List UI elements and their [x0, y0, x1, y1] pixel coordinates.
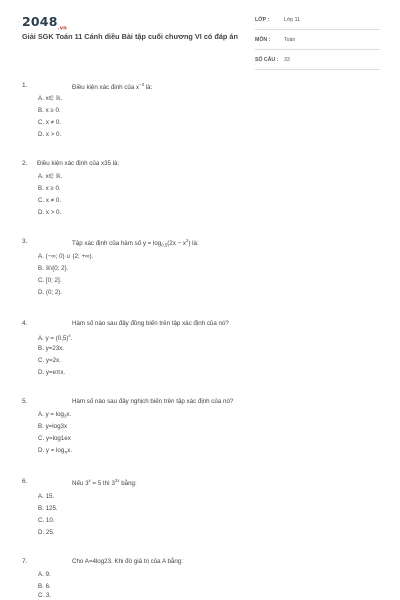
- question-number: 2.: [22, 160, 28, 167]
- question-text-part: Tập xác định của hàm số y = log: [72, 240, 162, 247]
- option-c[interactable]: C. y=log1ex: [38, 435, 71, 442]
- question-number: 4.: [22, 320, 28, 327]
- question-text-part: bằng:: [119, 480, 137, 487]
- document-meta: [255, 15, 380, 75]
- option-d[interactable]: D. y=eπx.: [38, 369, 66, 376]
- meta-class-label: LỚP :: [255, 17, 270, 23]
- option-a[interactable]: A. x∈ ℝ.: [38, 173, 63, 180]
- option-text-part: A. y = (0,5): [38, 335, 69, 342]
- option-b[interactable]: B. 125.: [38, 505, 58, 512]
- option-a[interactable]: A. 9.: [38, 571, 51, 578]
- question-text: Hàm số nào sau đây nghịch biến trên tập xác định của nó?: [72, 398, 234, 405]
- meta-subject-label: MÔN :: [255, 37, 271, 43]
- option-text-part: .: [70, 335, 73, 342]
- option-a[interactable]: [38, 411, 71, 419]
- question-text-part: Nếu 3: [72, 480, 89, 487]
- logo-suffix-text: .vn: [57, 25, 67, 32]
- option-d[interactable]: D. x > 0.: [38, 209, 62, 216]
- option-log-base: 3: [63, 413, 67, 419]
- question-exponent: 2x: [114, 478, 120, 483]
- question-exponent: 2: [186, 238, 189, 243]
- question-text: [72, 478, 137, 487]
- meta-count-label: SỐ CÂU :: [255, 57, 279, 63]
- question-number: 5.: [22, 398, 28, 405]
- question-number: 1.: [22, 82, 28, 89]
- question-number: 6.: [22, 478, 28, 485]
- question-text: Cho A=4log23. Khi đó giá trị của A bằng:: [72, 558, 183, 565]
- option-a[interactable]: A. (−∞; 0) ∪ (2; +∞).: [38, 253, 94, 260]
- option-b[interactable]: B. 6.: [38, 583, 51, 590]
- option-b[interactable]: B. x ≥ 0.: [38, 185, 61, 192]
- question-text: [72, 238, 199, 248]
- option-a[interactable]: A. x∈ ℝ.: [38, 95, 63, 102]
- option-c[interactable]: C. 10.: [38, 517, 55, 524]
- document-title: Giải SGK Toán 11 Cánh diều Bài tập cuối chương VI có đáp án: [22, 32, 238, 41]
- meta-class-row: [255, 15, 380, 30]
- option-a[interactable]: A. 15.: [38, 493, 55, 500]
- logo-main-text: 2048: [22, 14, 58, 29]
- option-text-part: x.: [67, 447, 73, 454]
- option-text-part: D. y = log: [38, 447, 65, 454]
- site-logo[interactable]: [22, 14, 67, 32]
- option-log-base: π: [64, 449, 68, 455]
- option-d[interactable]: [38, 447, 72, 455]
- option-d[interactable]: D. 25.: [38, 529, 55, 536]
- question-exponent: −3: [139, 82, 144, 87]
- meta-subject-row: [255, 35, 380, 50]
- meta-subject-value: Toán: [284, 37, 296, 43]
- option-a[interactable]: [38, 333, 72, 342]
- option-c[interactable]: C. y=2x.: [38, 357, 61, 364]
- option-b[interactable]: B. y=log3x: [38, 423, 68, 430]
- question-text: Điều kiện xác định của x35 là:: [37, 160, 120, 167]
- option-c[interactable]: C. 3.: [38, 592, 52, 599]
- option-b[interactable]: B. ℝ\{0; 2}.: [38, 265, 69, 272]
- option-text-part: x.: [66, 411, 72, 418]
- option-c[interactable]: C. x ≠ 0.: [38, 197, 61, 204]
- question-text-part: là:: [143, 84, 153, 91]
- question-number: 7.: [22, 558, 28, 565]
- option-d[interactable]: D. (0; 2).: [38, 289, 63, 296]
- question-text-part: = 5 thì 3: [90, 480, 115, 487]
- option-text-part: A. y = log: [38, 411, 64, 418]
- option-c[interactable]: C. x ≠ 0.: [38, 119, 61, 126]
- document-header: [0, 0, 400, 70]
- question-exponent: x: [88, 478, 91, 483]
- meta-count-value: 33: [284, 57, 290, 63]
- option-b[interactable]: B. y=23x.: [38, 345, 64, 352]
- question-number: 3.: [22, 238, 28, 245]
- option-d[interactable]: D. x > 0.: [38, 131, 62, 138]
- question-log-base: 0,5: [161, 242, 168, 248]
- option-b[interactable]: B. x ≥ 0.: [38, 107, 61, 114]
- meta-class-value: Lớp 11: [284, 17, 300, 23]
- question-text-part: (2x − x: [167, 240, 186, 247]
- question-text-part: ) là:: [188, 240, 199, 247]
- question-text: Hàm số nào sau đây đồng biến trên tập xác định của nó?: [72, 320, 229, 327]
- question-text-part: Điều kiện xác định của x: [72, 84, 140, 91]
- question-text: [72, 82, 152, 91]
- meta-count-row: [255, 55, 380, 70]
- option-c[interactable]: C. [0; 2].: [38, 277, 62, 284]
- option-exponent: x: [68, 333, 71, 338]
